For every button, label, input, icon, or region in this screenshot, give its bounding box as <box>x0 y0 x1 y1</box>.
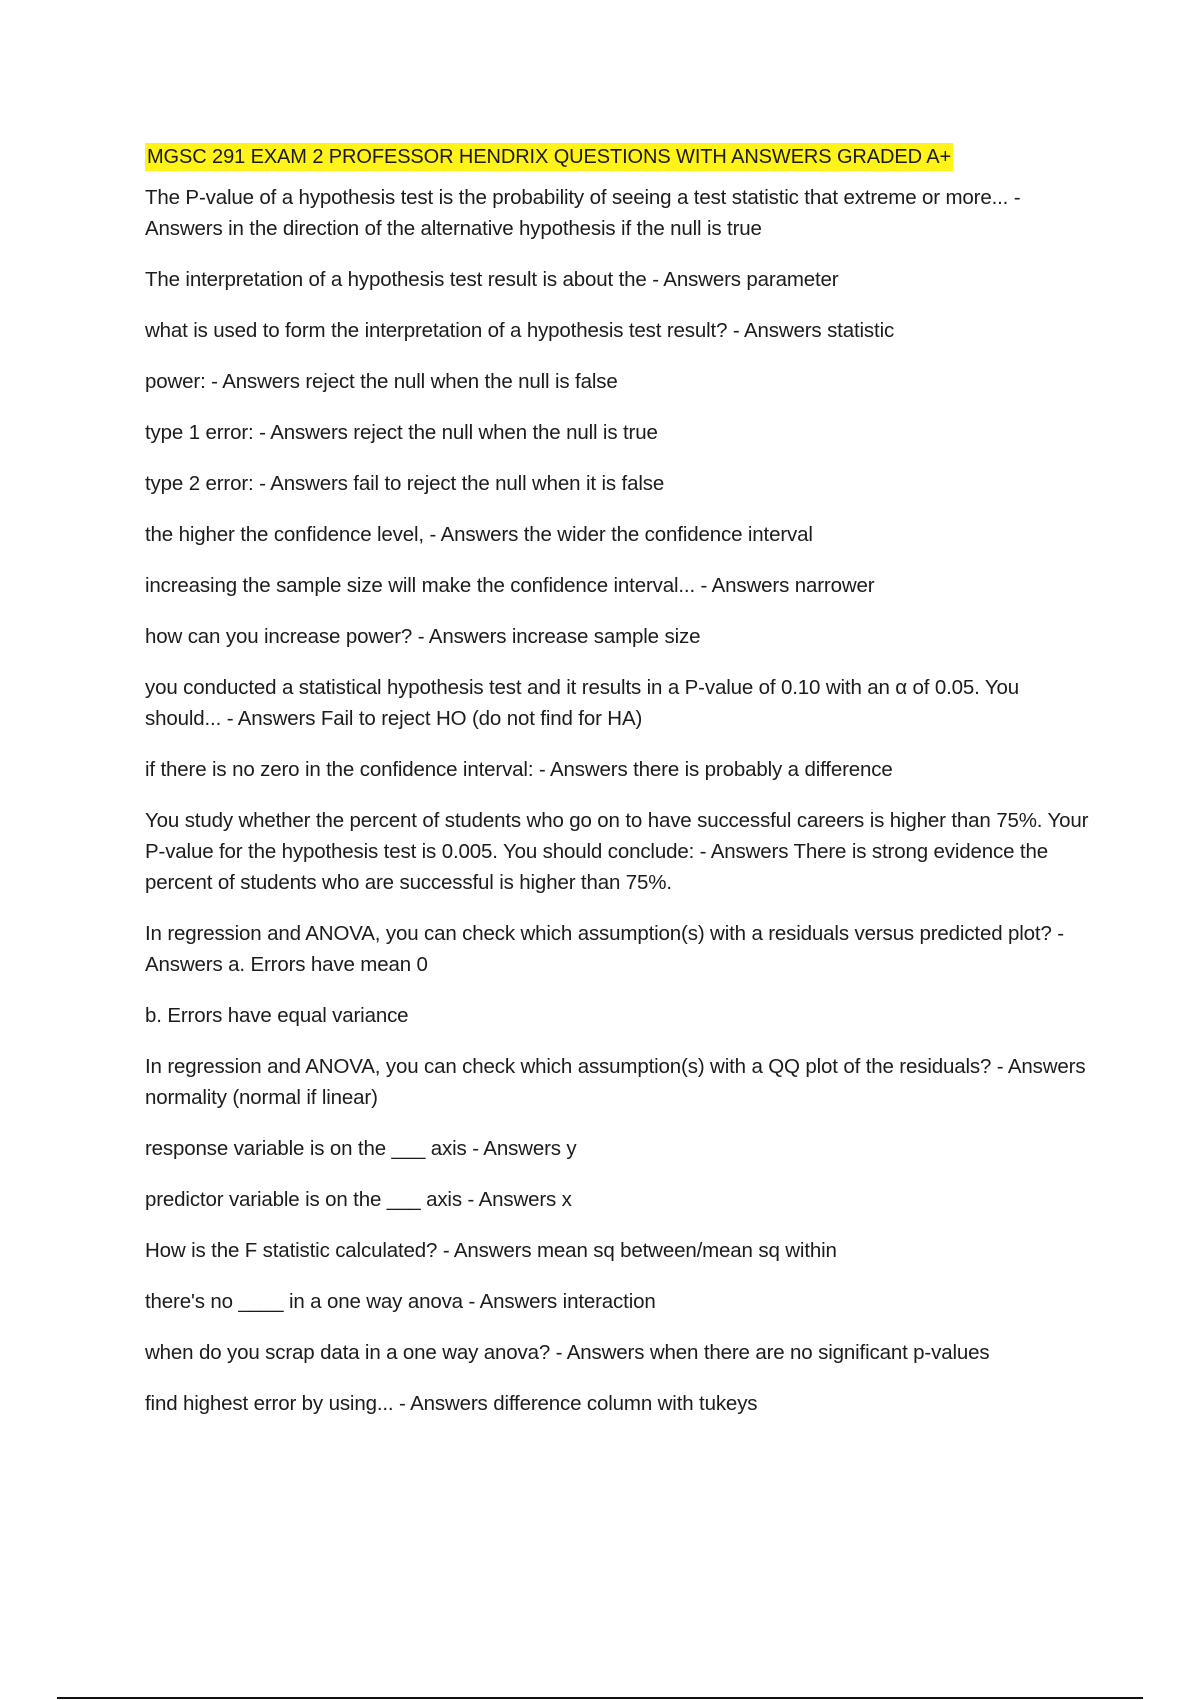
qa-item: find highest error by using... - Answers difference column with tukeys <box>145 1392 758 1415</box>
qa-item: The interpretation of a hypothesis test result is about the - Answers parameter <box>145 268 839 291</box>
qa-item: The P-value of a hypothesis test is the probability of seeing a test statistic that extreme or more... - Answers in the direction of the alternative hypothesis if the null is true <box>145 186 1021 240</box>
qa-item: there's no ____ in a one way anova - Answers interaction <box>145 1290 656 1313</box>
qa-item: increasing the sample size will make the confidence interval... - Answers narrower <box>145 574 875 597</box>
qa-item: power: - Answers reject the null when the null is false <box>145 370 618 393</box>
qa-item: you conducted a statistical hypothesis test and it results in a P-value of 0.10 with an α of 0.05. You should... - Answers Fail to reject HO (do not find for HA) <box>145 676 1020 730</box>
qa-item: what is used to form the interpretation of a hypothesis test result? - Answers statistic <box>145 319 895 342</box>
qa-item: type 2 error: - Answers fail to reject the null when it is false <box>145 472 665 495</box>
document-body <box>145 143 1095 1439</box>
qa-item: predictor variable is on the ___ axis - Answers x <box>145 1188 572 1211</box>
qa-item: type 1 error: - Answers reject the null when the null is true <box>145 421 658 444</box>
qa-item: the higher the confidence level, - Answers the wider the confidence interval <box>145 523 813 546</box>
qa-item: You study whether the percent of students who go on to have successful careers is higher than 75%. Your P-value for the hypothesis test is 0.005. You should conclude: - Answers There is strong evidence the percent of students who are successful is higher than 75%. <box>145 809 1089 894</box>
qa-item: In regression and ANOVA, you can check which assumption(s) with a QQ plot of the residuals? - Answers normality (normal if linear) <box>145 1055 1086 1109</box>
qa-item: b. Errors have equal variance <box>145 1004 409 1027</box>
qa-item: How is the F statistic calculated? - Answers mean sq between/mean sq within <box>145 1239 837 1262</box>
qa-item: how can you increase power? - Answers increase sample size <box>145 625 701 648</box>
qa-item: if there is no zero in the confidence interval: - Answers there is probably a difference <box>145 758 893 781</box>
qa-item: when do you scrap data in a one way anova? - Answers when there are no significant p-values <box>145 1341 990 1364</box>
qa-item: In regression and ANOVA, you can check which assumption(s) with a residuals versus predicted plot? - Answers a. Errors have mean 0 <box>145 922 1064 976</box>
page-bottom-rule <box>57 1697 1143 1699</box>
qa-item: response variable is on the ___ axis - Answers y <box>145 1137 577 1160</box>
document-title: MGSC 291 EXAM 2 PROFESSOR HENDRIX QUESTIONS WITH ANSWERS GRADED A+ <box>145 143 953 171</box>
